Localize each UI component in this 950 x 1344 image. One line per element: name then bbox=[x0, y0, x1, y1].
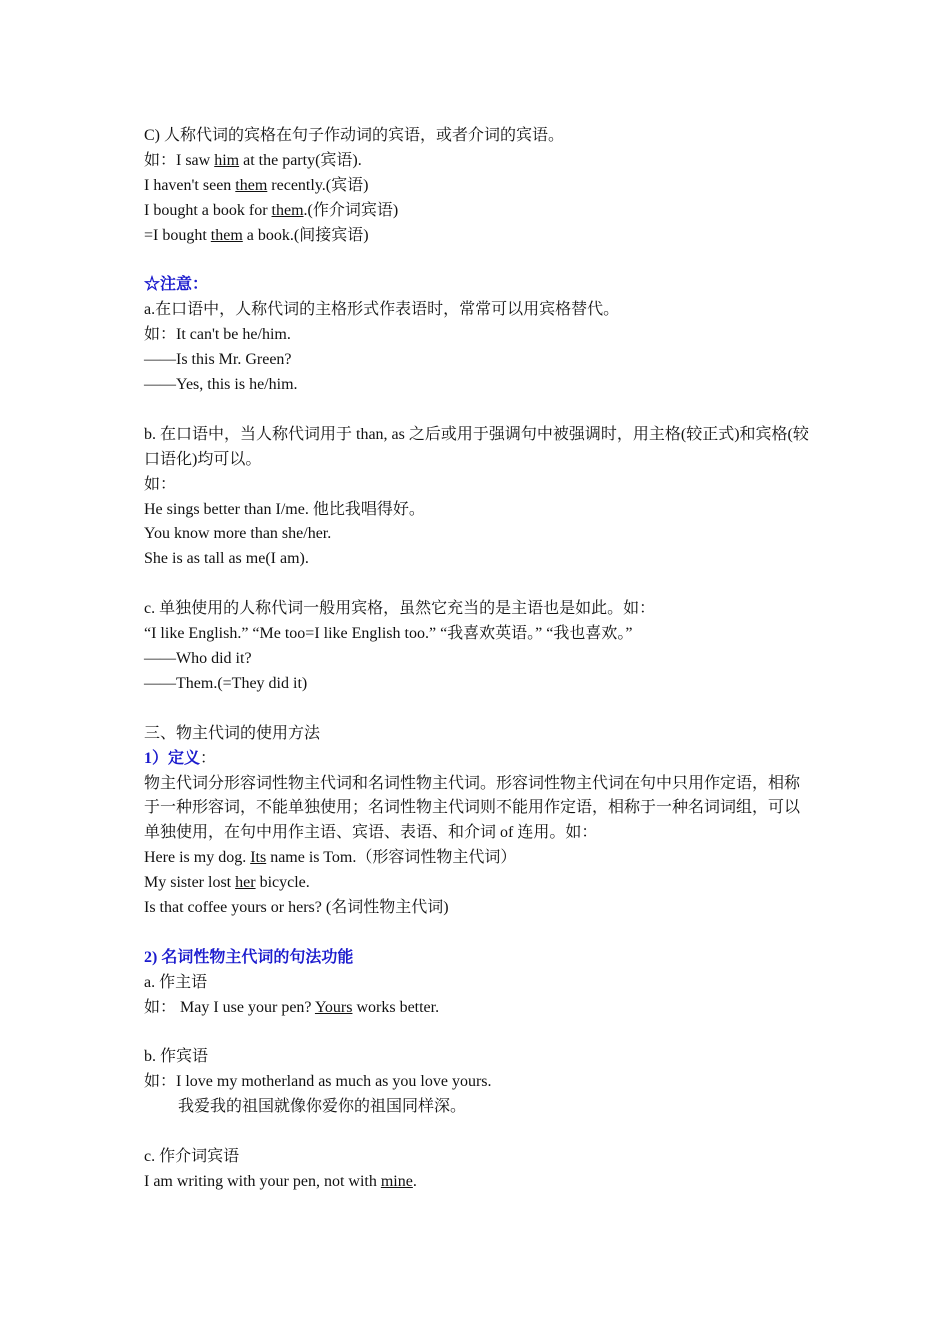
example-line: “I like English.” “Me too=I like English too.” “我喜欢英语。” “我也喜欢。” bbox=[144, 625, 633, 643]
example-line: He sings better than I/me. 他比我唱得好。 bbox=[144, 500, 425, 518]
example-line: I am writing with your pen, not with mine. bbox=[144, 1172, 417, 1190]
note-b-text: b. 在口语中，当人称代词用于 than, as 之后或用于强调句中被强调时，用主格(较正式)和宾格(较口语化)均可以。 bbox=[144, 425, 809, 468]
example-line: ——Yes, this is he/him. bbox=[144, 376, 298, 394]
example-line: 如： May I use your pen? Yours works better. bbox=[144, 998, 440, 1016]
example-line: Is that coffee yours or hers? (名词性物主代词) bbox=[144, 899, 449, 917]
definition-heading: 1）定义 bbox=[144, 749, 201, 767]
underlined-pronoun: Yours bbox=[314, 998, 353, 1016]
example-line: 如：I saw him at the party(宾语). bbox=[144, 151, 362, 169]
example-line: =I bought them a book.(间接宾语) bbox=[144, 226, 369, 244]
example-translation: 我爱我的祖国就像你爱你的祖国同样深。 bbox=[178, 1098, 467, 1116]
section-c-heading: C) 人称代词的宾格在句子作动词的宾语，或者介词的宾语。 bbox=[144, 127, 565, 144]
underlined-pronoun: them bbox=[271, 201, 304, 219]
underlined-pronoun: mine bbox=[380, 1172, 413, 1190]
example-prefix: 如： bbox=[144, 475, 177, 493]
example-line: 如：I love my motherland as much as you love yours. bbox=[144, 1073, 492, 1091]
underlined-pronoun: Its bbox=[250, 849, 267, 867]
example-line: She is as tall as me(I am). bbox=[144, 550, 309, 568]
example-line: ——Them.(=They did it) bbox=[144, 674, 308, 692]
definition-heading-line: 1）定义： bbox=[144, 749, 217, 767]
example-line: I bought a book for them.(作介词宾语) bbox=[144, 201, 399, 219]
underlined-pronoun: him bbox=[214, 151, 240, 169]
function-heading: 2) 名词性物主代词的句法功能 bbox=[144, 948, 354, 966]
definition-text: 物主代词分形容词性物主代词和名词性物主代词。形容词性物主代词在句中只用作定语，相称于一种形容词，不能单独使用；名词性物主代词则不能用作定语，相称于一种名词词组，可以单独使用，在句中用作主语、宾语、表语、和介词 of 连用。如： bbox=[144, 774, 801, 842]
note-heading: ☆注意： bbox=[144, 276, 209, 294]
document-page bbox=[144, 124, 812, 1195]
section-3-title: 三、物主代词的使用方法 bbox=[144, 724, 321, 742]
example-line: ——Who did it? bbox=[144, 649, 252, 667]
example-line: 如：It can't be he/him. bbox=[144, 326, 291, 344]
example-line: My sister lost her bicycle. bbox=[144, 874, 310, 892]
note-c-text: c. 单独使用的人称代词一般用宾格，虽然它充当的是主语也是如此。如： bbox=[144, 600, 656, 618]
example-line: ——Is this Mr. Green? bbox=[144, 351, 292, 369]
note-a-text: a.在口语中，人称代词的主格形式作表语时，常常可以用宾格替代。 bbox=[144, 301, 620, 319]
function-b-label: b. 作宾语 bbox=[144, 1048, 209, 1066]
underlined-pronoun: her bbox=[235, 874, 256, 892]
function-c-label: c. 作介词宾语 bbox=[144, 1148, 240, 1166]
example-line: I haven't seen them recently.(宾语) bbox=[144, 176, 369, 194]
example-line: Here is my dog. Its name is Tom.（形容词性物主代词） bbox=[144, 849, 517, 867]
underlined-pronoun: them bbox=[235, 176, 268, 194]
underlined-pronoun: them bbox=[210, 226, 243, 244]
function-a-label: a. 作主语 bbox=[144, 973, 208, 991]
example-line: You know more than she/her. bbox=[144, 525, 332, 543]
